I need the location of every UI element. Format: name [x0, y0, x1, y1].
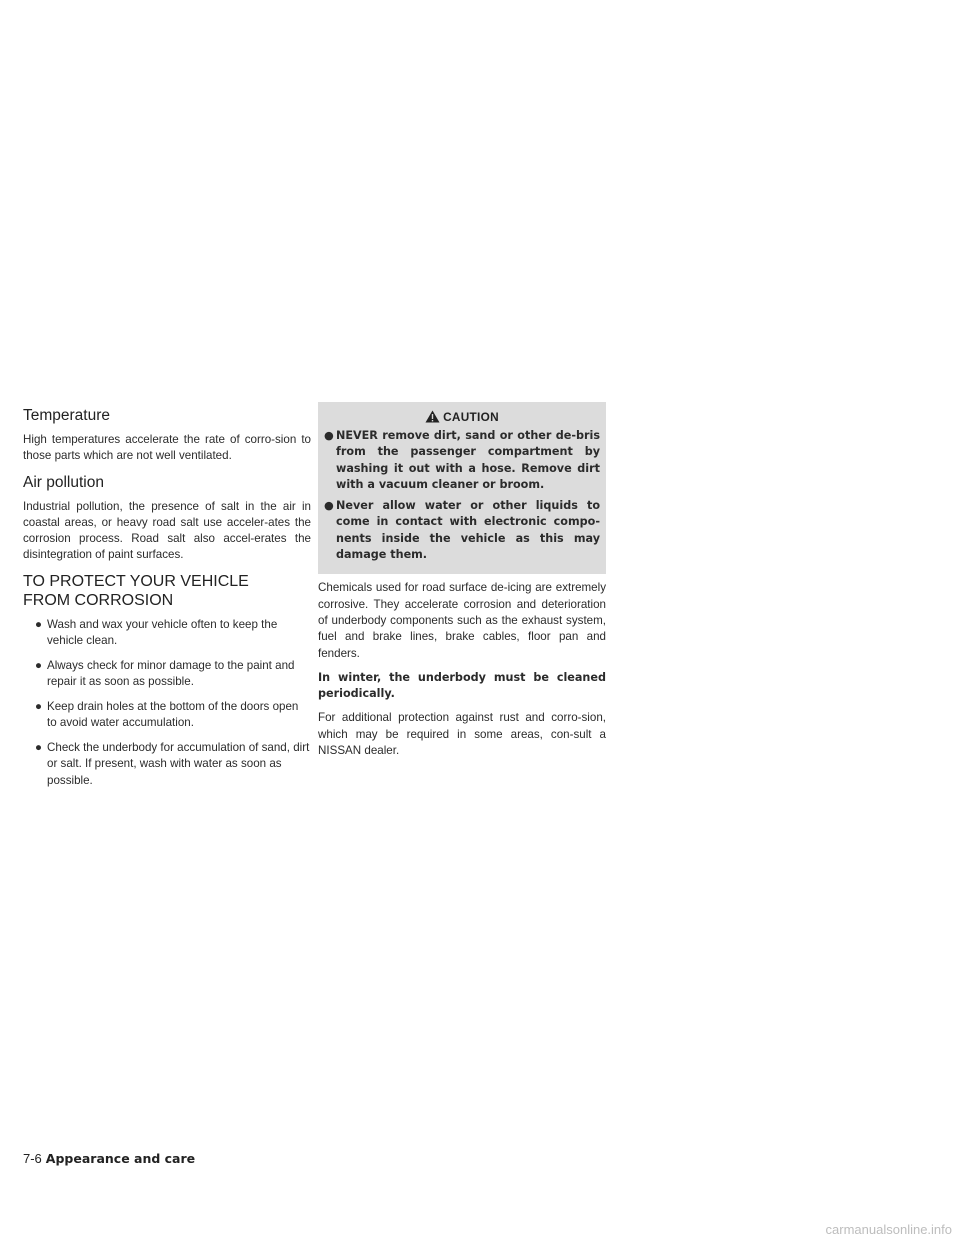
list-item [35, 699, 311, 732]
warning-icon [425, 410, 440, 423]
bullet-icon: ● [35, 699, 43, 713]
chemicals-paragraph: Chemicals used for road surface de-icing are extremely corrosive. They accelerate corrosion and deterioration of underbody components such as the exhaust system, fuel and brake lines, brake cables, floor pan and fenders. [318, 581, 606, 660]
protect-heading-line1: TO PROTECT YOUR VEHICLE [23, 572, 249, 590]
protect-heading [23, 572, 311, 610]
temperature-section [23, 406, 311, 465]
list-item [35, 658, 311, 691]
left-column [23, 402, 311, 797]
air-pollution-section [23, 473, 311, 564]
list-item-text: Wash and wax your vehicle often to keep the vehicle clean. [47, 617, 278, 648]
list-item [35, 617, 311, 650]
caution-list [318, 428, 606, 563]
bullet-icon: ● [35, 741, 43, 755]
list-item-text: Keep drain holes at the bottom of the doors open to avoid water accumulation. [47, 699, 299, 730]
list-item [324, 428, 606, 493]
page-footer [23, 1151, 195, 1166]
protect-heading-line2: FROM CORROSION [23, 591, 174, 609]
caution-header [318, 402, 606, 428]
caution-title: CAUTION [443, 410, 499, 424]
list-item-text: Check the underbody for accumulation of sand, dirt or salt. If present, wash with water as soon as possible. [47, 741, 310, 787]
winter-paragraph: In winter, the underbody must be cleaned periodically. [318, 670, 606, 701]
right-column [318, 402, 606, 767]
protect-section [23, 572, 311, 789]
list-item-text: Always check for minor damage to the paint and repair it as soon as possible. [47, 658, 295, 689]
bullet-icon: ● [324, 499, 334, 513]
caution-box [318, 402, 606, 574]
temperature-heading: Temperature [23, 407, 111, 424]
protect-bullet-list [23, 617, 311, 789]
list-item [324, 498, 606, 563]
list-item-text: NEVER remove dirt, sand or other de-bris from the passenger compartment by washing it out with a hose. Remove dirt with a vacuum cleaner or broom. [336, 429, 600, 491]
temperature-body: High temperatures accelerate the rate of corro-sion to those parts which are not well ventilated. [23, 433, 311, 463]
additional-protection-paragraph: For additional protection against rust and corro-sion, which may be required in some areas, con-sult a NISSAN dealer. [318, 711, 606, 758]
list-item [35, 740, 311, 789]
air-pollution-heading: Air pollution [23, 473, 104, 491]
section-title: Appearance and care [45, 1151, 196, 1166]
bullet-icon: ● [35, 617, 43, 631]
watermark: carmanualsonline.info [825, 1222, 952, 1237]
bullet-icon: ● [324, 429, 334, 442]
air-pollution-body: Industrial pollution, the presence of salt in the air in coastal areas, or heavy road salt use acceler-ates the corrosion process. Road salt also accel-erates the disintegration of paint surfaces. [23, 499, 311, 562]
list-item-text: Never allow water or other liquids to come in contact with electronic compo-nents inside the vehicle as this may damage them. [336, 499, 600, 562]
bullet-icon: ● [35, 658, 43, 672]
page-number: 7-6 [23, 1151, 42, 1166]
